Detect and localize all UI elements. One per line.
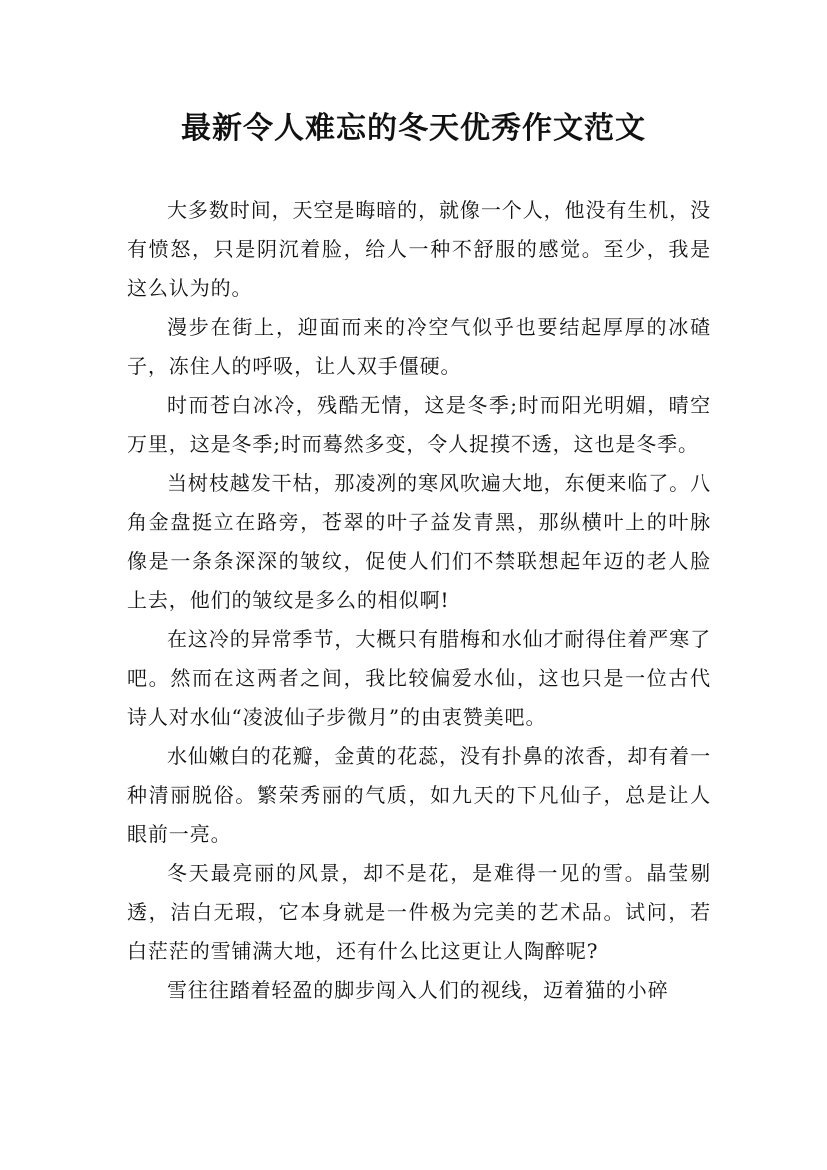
paragraph-2: 漫步在街上，迎面而来的冷空气似乎也要结起厚厚的冰碴子，冻住人的呼吸，让人双手僵硬。 [127,315,711,378]
paragraph-6: 水仙嫩白的花瓣，金黄的花蕊，没有扑鼻的浓香，却有着一种清丽脱俗。繁荣秀丽的气质，如九天的下凡仙子，总是让人眼前一亮。 [127,744,711,846]
paragraph-8: 雪往往踏着轻盈的脚步闯入人们的视线，迈着猫的小碎 [167,978,669,1002]
paragraph-3: 时而苍白冰冷，残酷无情，这是冬季;时而阳光明媚，晴空万里，这是冬季;时而蓦然多变，令人捉摸不透，这也是冬季。 [127,393,711,456]
document-body [127,191,711,1010]
paragraph-4: 当树枝越发干枯，那凌冽的寒风吹遍大地，东便来临了。八角金盘挺立在路旁，苍翠的叶子益发青黑，那纵横叶上的叶脉像是一条条深深的皱纹，促使人们们不禁联想起年迈的老人脸上去，他们的皱纹是多么的相似啊! [127,471,711,612]
paragraph-7: 冬天最亮丽的风景，却不是花，是难得一见的雪。晶莹剔透，洁白无瑕，它本身就是一件极为完美的艺术品。试问，若白茫茫的雪铺满大地，还有什么比这更让人陶醉呢? [127,861,711,963]
paragraph-1: 大多数时间，天空是晦暗的，就像一个人，他没有生机，没有愤怒，只是阴沉着脸，给人一种不舒服的感觉。至少，我是这么认为的。 [127,198,711,300]
document-title: 最新令人难忘的冬天优秀作文范文 [181,111,646,146]
paragraph-5: 在这冷的异常季节，大概只有腊梅和水仙才耐得住着严寒了吧。然而在这两者之间，我比较偏爱水仙，这也只是一位古代诗人对水仙“凌波仙子步微月”的由衷赞美吧。 [127,627,711,729]
